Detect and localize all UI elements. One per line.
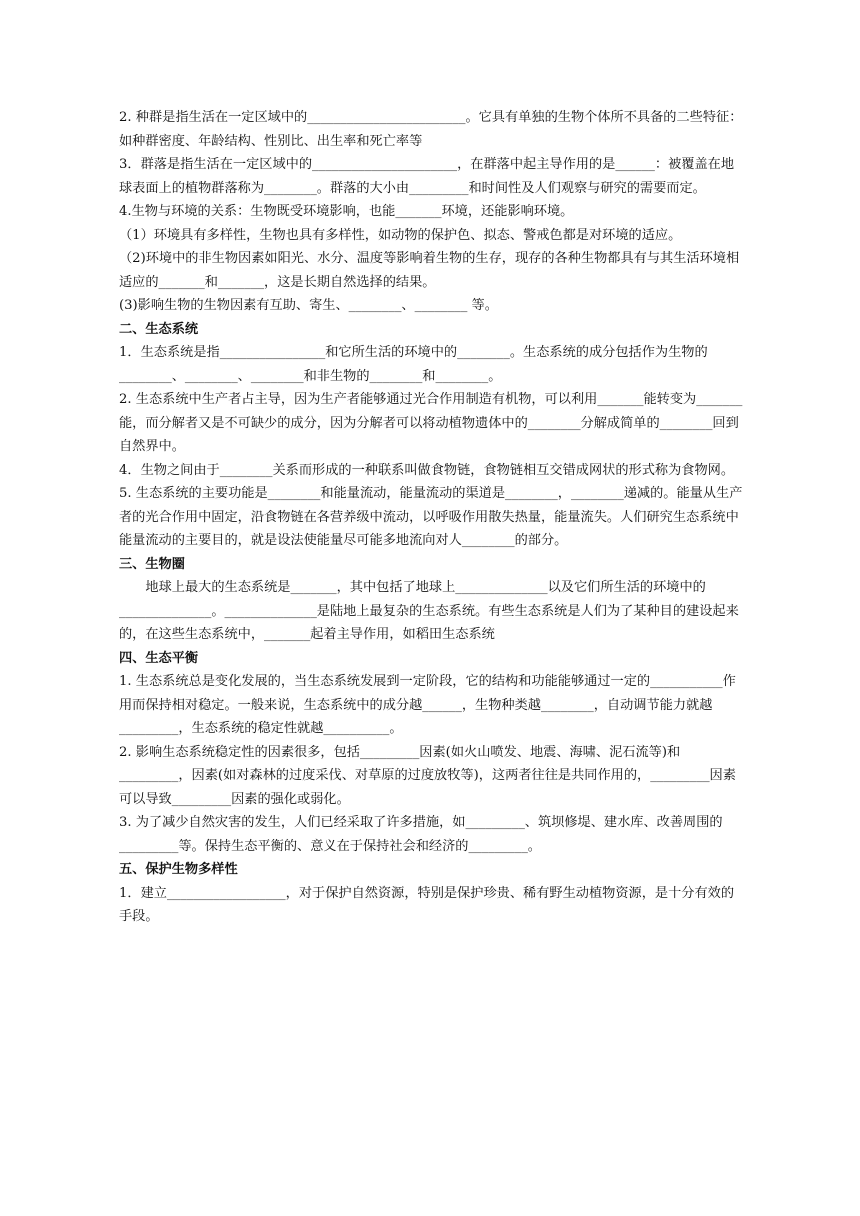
paragraph: 2. 种群是指生活在一定区域中的________________________。它具有单独的生物个体所不具备的二些特征：如种群密度、年龄结构、性别比、出生率和死亡率等 bbox=[119, 110, 743, 149]
section-heading: 五、保护生物多样性 bbox=[119, 862, 238, 877]
paragraph: 1. 生态系统总是变化发展的，当生态系统发展到一定阶段，它的结构和功能能够通过一定的___________作用而保持相对稳定。一般来说，生态系统中的成分越______，生物种类越________，自动调节能力就越_________，生态系统的稳定性就越__________。 bbox=[119, 674, 736, 736]
paragraph: 2. 生态系统中生产者占主导，因为生产者能够通过光合作用制造有机物，可以利用_______能转变为_______能，而分解者又是不可缺少的成分，因为分解者可以将动植物遗体中的________分解成简单的________回到自然界中。 bbox=[119, 392, 743, 454]
section-heading: 二、生态系统 bbox=[119, 321, 199, 337]
paragraph: 地球上最大的生态系统是_______，其中包括了地球上______________以及它们所生活的环境中的______________。______________是陆地上最复杂的生态系统。有些生态系统是人们为了某种目的建设起来的，在这些生态系统中，_______起着主导作用，如稻田生态系统 bbox=[119, 580, 739, 642]
paragraph: 4．生物之间由于________关系而形成的一种联系叫做食物链，食物链相互交错成网状的形式称为食物网。 bbox=[119, 462, 735, 478]
paragraph: 3．群落是指生活在一定区域中的______________________，在群落中起主导作用的是______：被覆盖在地球表面上的植物群落称为________。群落的大小由_________和时间性及人们观察与研究的需要而定。 bbox=[119, 157, 735, 196]
paragraph: (3)影响生物的生物因素有互助、寄生、________、________ 等。 bbox=[119, 298, 498, 313]
section-heading: 三、生物圈 bbox=[119, 556, 185, 572]
paragraph: 4.生物与环境的关系：生物既受环境影响，也能_______环境，还能影响环境。 bbox=[119, 204, 574, 219]
section-heading: 四、生态平衡 bbox=[119, 650, 199, 666]
paragraph: 5. 生态系统的主要功能是________和能量流动，能量流动的渠道是________，________递减的。能量从生产者的光合作用中固定，沿食物链在各营养级中流动，以呼吸作用散失热量，能量流失。人们研究生态系统中能量流动的主要目的，就是设法使能量尽可能多地流向对人________的部分。 bbox=[119, 486, 743, 548]
paragraph: （1）环境具有多样性，生物也具有多样性，如动物的保护色、拟态、警戒色都是对环境的适应。 bbox=[119, 227, 682, 243]
paragraph: （2)环境中的非生物因素如阳光、水分、温度等影响着生物的生存，现存的各种生物都具有与其生活环境相适应的_______和_______，这是长期自然选择的结果。 bbox=[119, 251, 740, 290]
document-body bbox=[119, 106, 745, 929]
paragraph: 2. 影响生态系统稳定性的因素很多，包括_________因素(如火山喷发、地震、海啸、泥石流等)和_________，因素(如对森林的过度采伐、对草原的过度放牧等)，这两者往往是共同作用的，_________因素可以导致_________因素的强化或弱化。 bbox=[119, 744, 736, 807]
paragraph: 3. 为了减少自然灾害的发生，人们已经采取了许多措施，如_________、筑坝修堤、建水库、改善周围的_________等。保持生态平衡的、意义在于保持社会和经济的_________。 bbox=[119, 815, 723, 854]
paragraph: 1．生态系统是指________________和它所生活的环境中的________。生态系统的成分包括作为生物的________、________、________和非生物的________和________。 bbox=[119, 345, 708, 384]
paragraph: 1．建立__________________，对于保护自然资源，特别是保护珍贵、稀有野生动植物资源，是十分有效的手段。 bbox=[119, 885, 735, 924]
